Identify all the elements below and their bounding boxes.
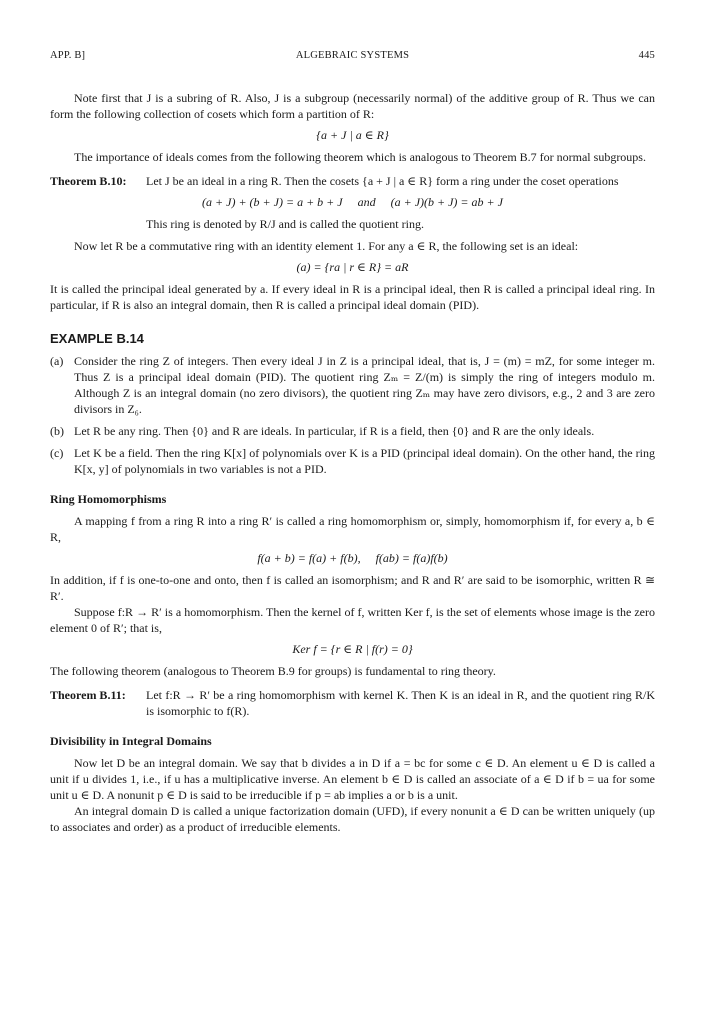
theorem-b11	[50, 687, 655, 719]
header-chapter-ref: APP. B]	[50, 50, 86, 61]
display-cosets: {a + J | a ∈ R}	[316, 128, 389, 142]
paragraph-importance: The importance of ideals comes from the following theorem which is analogous to Theorem B.7 for normal subgroups.	[74, 150, 646, 164]
example-item-text: Let K be a field. Then the ring K[x] of polynomials over K is a PID (principal ideal domain). On the other hand, the ring K[x, y] of polynomials in two variables is not a PID.	[74, 446, 655, 476]
page-number: 445	[638, 50, 655, 61]
display-homomorphism: f(a + b) = f(a) + f(b), f(ab) = f(a)f(b)	[257, 551, 448, 565]
example-item-text: Let R be any ring. Then {0} and R are ideals. In particular, if R is a field, then {0} and R are the only ideals.	[74, 424, 595, 438]
example-item-tag: (a)	[50, 354, 64, 368]
paragraph-divisibility: Now let D be an integral domain. We say that b divides a in D if a = bc for some c ∈ D. An element u ∈ D is called a unit if u divides 1, i.e., if u has a multiplicative inverse. An element b ∈ D is called an associate of a ∈ D if b = ua for some unit u ∈ D. A nonunit p ∈ D is said to be irreducible if p = ab implies a or b is a unit.	[50, 756, 655, 802]
example-item-c	[50, 445, 655, 477]
example-item-tag: (c)	[50, 446, 64, 460]
paragraph-homomorphism-def: A mapping f from a ring R into a ring R′ is called a ring homomorphism or, simply, homomorphism if, for every a, b ∈ R,	[50, 514, 655, 544]
theorem-b10-text: Let J be an ideal in a ring R. Then the cosets {a + J | a ∈ R} form a ring under the coset operations	[146, 174, 619, 188]
theorem-b10	[50, 173, 655, 189]
theorem-b10-label: Theorem B.10:	[50, 174, 127, 188]
paragraph-fundamental: The following theorem (analogous to Theorem B.9 for groups) is fundamental to ring theory.	[50, 664, 496, 678]
header-title: ALGEBRAIC SYSTEMS	[295, 50, 410, 61]
example-item-text: Consider the ring Z of integers. Then every ideal J in Z is a principal ideal, that is, J = (m) = mZ, for some integer m. Thus Z is a principal ideal domain (PID). The quotient ring Zₘ = Z/(m) is simply the ring of integers modulo m. Although Z is an integral domain (no zero divisors), the quotient ring Zₘ may have zero divisors, e.g., 2 and 3 are zero divisors in Z₆.	[74, 354, 655, 416]
example-item-tag: (b)	[50, 424, 64, 438]
theorem-b10-after: This ring is denoted by R/J and is called the quotient ring.	[146, 217, 424, 231]
paragraph-ufd: An integral domain D is called a unique factorization domain (UFD), if every nonunit a ∈ D can be written uniquely (up to associates and order) as a product of irreducible elements.	[50, 804, 655, 834]
example-title: EXAMPLE B.14	[50, 331, 144, 346]
display-kernel: Ker f = {r ∈ R | f(r) = 0}	[292, 642, 413, 656]
section-heading-ring-homomorphisms: Ring Homomorphisms	[50, 492, 167, 506]
display-principal-ideal: (a) = {ra | r ∈ R} = aR	[296, 260, 409, 274]
paragraph-principal: It is called the principal ideal generated by a. If every ideal in R is a principal ideal, then R is called a principal ideal ring. In particular, if R is also an integral domain, then R is called a principal ideal domain (PID).	[50, 282, 655, 312]
paragraph-kernel: Suppose f:R → R′ is a homomorphism. Then the kernel of f, written Ker f, is the set of elements whose image is the zero element 0 of R′; that is,	[50, 605, 655, 635]
paragraph-isomorphism: In addition, if f is one-to-one and onto, then f is called an isomorphism; and R and R′ are said to be isomorphic, written R ≅ R′.	[50, 573, 655, 603]
page-body	[50, 90, 655, 835]
example-item-a	[50, 353, 655, 417]
section-heading-divisibility: Divisibility in Integral Domains	[50, 734, 212, 748]
paragraph-note: Note first that J is a subring of R. Also, J is a subgroup (necessarily normal) of the additive group of R. Thus we can form the following collection of cosets which form a partition of R:	[50, 91, 655, 121]
theorem-b11-label: Theorem B.11:	[50, 688, 126, 702]
example-item-b	[50, 423, 655, 439]
paragraph-commutative: Now let R be a commutative ring with an identity element 1. For any a ∈ R, the following set is an ideal:	[74, 239, 579, 253]
display-coset-operations: (a + J) + (b + J) = a + b + J and (a + J)(b + J) = ab + J	[202, 195, 503, 209]
theorem-b11-text: Let f:R → R′ be a ring homomorphism with kernel K. Then K is an ideal in R, and the quotient ring R/K is isomorphic to f(R).	[146, 688, 655, 718]
